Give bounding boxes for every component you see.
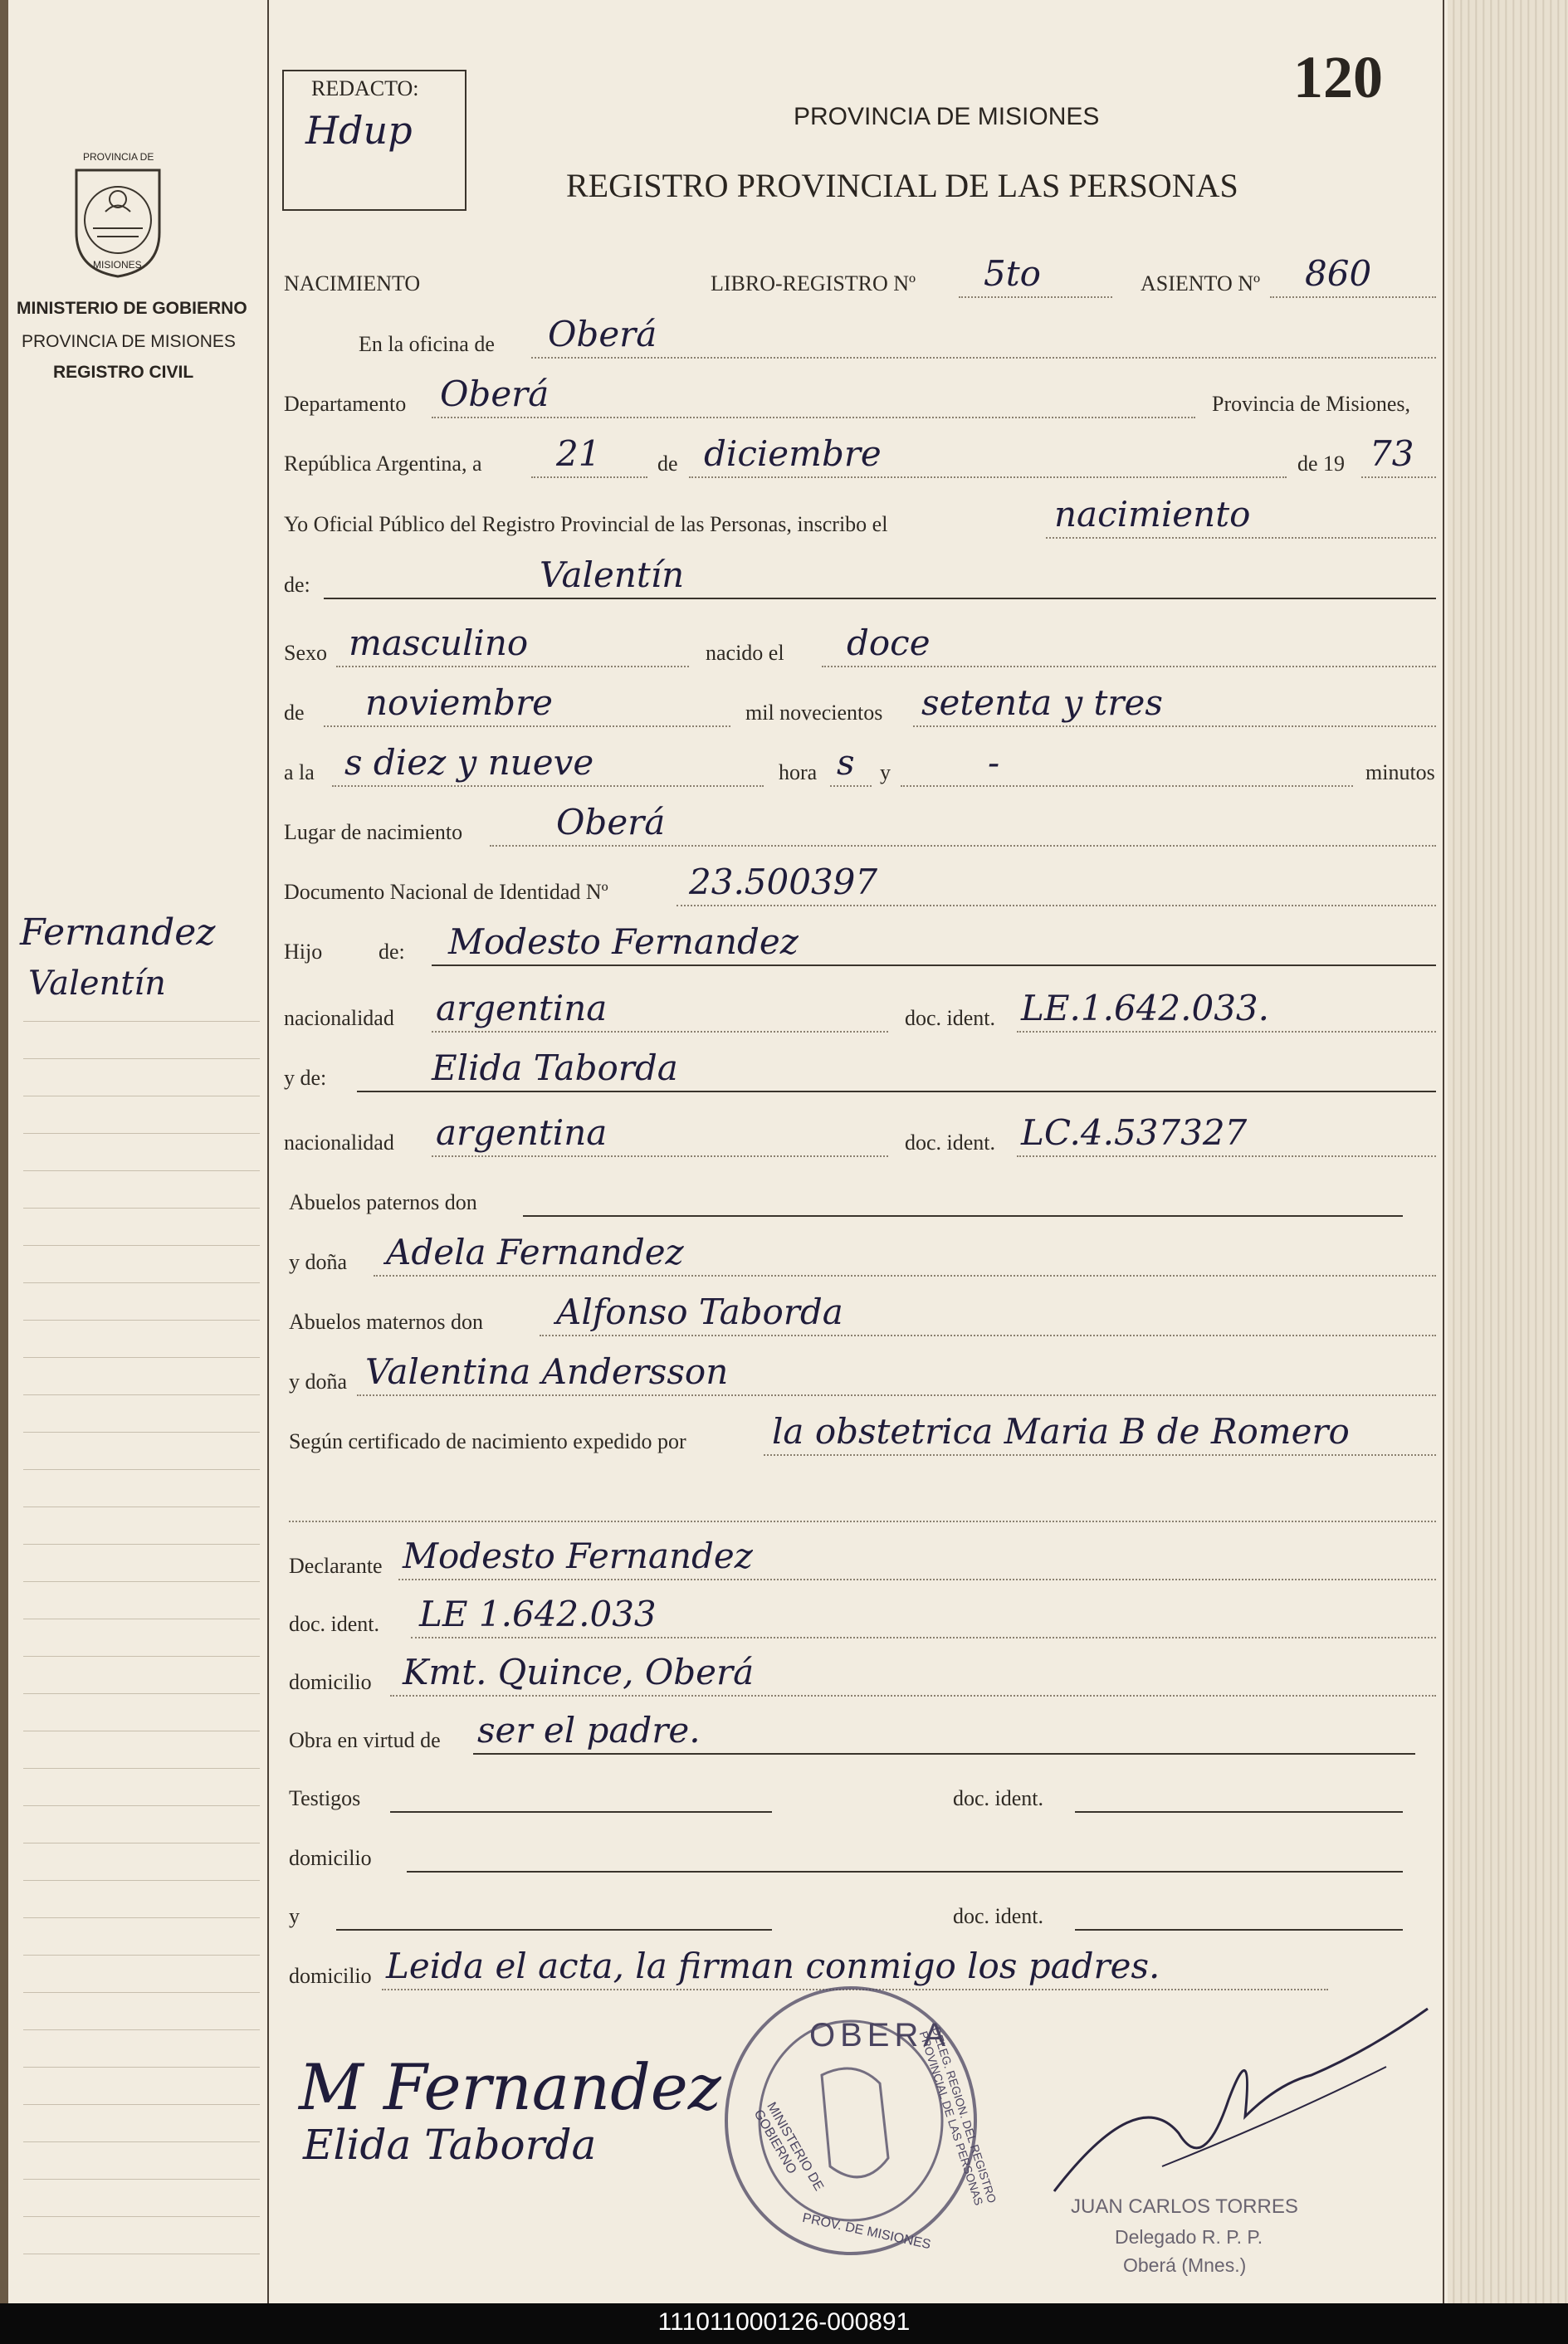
official-signature [1038,1984,1436,2216]
doc-ident-5-label: doc. ident. [953,1904,1044,1928]
margin-rule-line [23,1432,260,1433]
mes-value: diciembre [704,433,882,474]
nacionalidad-2-value-line [432,1155,888,1157]
margin-rule-line [23,1282,260,1283]
oficina-value: Oberá [548,314,657,354]
doc-ident-2-value: LC.4.537327 [1021,1112,1248,1153]
y-label: y [880,760,891,784]
mes-value-line [689,476,1287,478]
yo-value-line [1046,537,1436,539]
sexo-label: Sexo [284,641,327,665]
seal-ministry: MINISTERIO DE GOBIERNO [17,299,247,318]
margin-rule-line [23,1917,260,1918]
stamp-bottom-text: PROV. DE MISIONES [801,2210,932,2253]
margin-rule-line [23,1581,260,1582]
hijo-label: Hijo [284,940,323,964]
nombre-label: de: [284,573,310,597]
margin-rule-line [23,1133,260,1134]
de-mes-label: de [284,701,305,725]
testigos-line [390,1811,772,1813]
segun-continuation-line [289,1521,1436,1522]
domicilio-3-label: domicilio [289,1964,372,1988]
page-right-divider [1443,0,1444,2303]
libro-label: LIBRO-REGISTRO Nº [711,271,916,295]
margin-rule-line [23,1768,260,1769]
de-label: de [657,452,678,476]
asiento-value: 860 [1305,253,1372,294]
testigos-label: Testigos [289,1786,361,1810]
margin-rule-line [23,1544,260,1545]
ala-value: s diez y nueve [344,742,594,783]
domicilio-2-line [407,1871,1403,1873]
dia-value: 21 [556,433,601,474]
record-type-label: NACIMIENTO [284,271,421,295]
y-de-label: y de: [284,1066,327,1090]
margin-rule-line [23,1357,260,1358]
margin-rule-line [23,2179,260,2180]
testigo-2-line [336,1929,772,1931]
lugar-value: Oberá [556,802,666,842]
nacido-value: doce [847,623,931,663]
libro-value: 5to [984,253,1041,294]
margin-rule-line [23,2216,260,2217]
nombre-value-line [324,598,1436,599]
asiento-label: ASIENTO Nº [1141,271,1261,295]
doc-ident-1-label: doc. ident. [905,1006,996,1030]
margin-rule-line [23,2104,260,2105]
domicilio-1-value-line [390,1695,1436,1697]
sexo-value-line [336,666,689,667]
nacionalidad-1-value: argentina [436,988,608,1028]
nacionalidad-2-value: argentina [436,1112,608,1153]
abuelos-maternos-value: Alfonso Taborda [556,1292,843,1332]
nombre-value: Valentín [540,554,685,595]
obra-value-line [473,1753,1415,1755]
hijo-de-label: de: [379,940,405,964]
padre-value-line [432,964,1436,966]
stamp-center: OBERA [809,2017,951,2053]
margin-rule-line [23,1208,260,1209]
minutos-label: minutos [1365,760,1435,784]
ala-label: a la [284,760,315,784]
closing-statement: Leida el acta, la firman conmigo los padres. [386,1946,1160,1986]
hora-value: s [837,742,855,783]
nacionalidad-1-label: nacionalidad [284,1006,394,1030]
lugar-label: Lugar de nacimiento [284,820,463,844]
margin-rule-line [23,1245,260,1246]
y-dona-2-value-line [357,1394,1436,1396]
declarante-value-line [398,1579,1436,1580]
father-signature: M Fernandez [299,2050,721,2124]
hora-value-line [830,785,872,787]
official-title: Delegado R. P. P. [1115,2226,1263,2248]
republica-label: República Argentina, a [284,452,482,476]
margin-rule-line [23,1880,260,1881]
domicilio-1-value: Kmt. Quince, Oberá [403,1652,755,1692]
margin-rule-line [23,1469,260,1470]
nacido-value-line [822,666,1436,667]
margin-rule-line [23,1021,260,1022]
nacido-label: nacido el [706,641,784,665]
abuelos-maternos-label: Abuelos maternos don [289,1310,483,1334]
segun-value: la obstetrica Maria B de Romero [772,1411,1350,1452]
stamp-ring-text: DELEG. REGION. DEL REGISTRO PROVINCIAL DE LAS PERSONAS [916,2025,999,2207]
margin-divider [267,0,269,2303]
departamento-value: Oberá [440,374,550,414]
provincia-suffix: Provincia de Misiones, [1212,392,1411,416]
madre-value: Elida Taborda [432,1047,678,1088]
dni-value: 23.500397 [689,862,878,902]
margin-rule-line [23,1320,260,1321]
mother-signature: Elida Taborda [303,2121,597,2169]
emblem-text-top: PROVINCIA DE [83,151,154,163]
abuelos-maternos-value-line [540,1335,1436,1336]
doc-ident-3-value: LE 1.642.033 [419,1594,657,1634]
official-name: JUAN CARLOS TORRES [1071,2195,1298,2218]
padre-value: Modesto Fernandez [448,921,799,962]
sexo-value: masculino [349,623,529,663]
stamp-inner-text: MINISTERIO DE GOBIERNO [750,2100,827,2194]
redacto-label: REDACTO: [311,76,419,100]
header-province: PROVINCIA DE MISIONES [794,103,1100,130]
oficina-value-line [531,357,1436,359]
margin-rule-line [23,1955,260,1956]
departamento-label: Departamento [284,392,407,416]
y-dona-1-value: Adela Fernandez [386,1232,684,1272]
mil-value: setenta y tres [921,682,1163,723]
dni-value-line [677,905,1436,906]
margin-note-surname: Fernandez [20,911,216,954]
de-mes-value-line [324,725,730,727]
margin-rule-line [23,1394,260,1395]
yo-value: nacimiento [1054,494,1251,535]
mil-label: mil novecientos [745,701,883,725]
y-dona-1-value-line [374,1275,1436,1277]
doc-ident-5-line [1075,1929,1403,1931]
declarante-label: Declarante [289,1554,383,1578]
official-place: Oberá (Mnes.) [1123,2254,1247,2276]
obra-value: ser el padre. [477,1710,701,1751]
oficina-label: En la oficina de [359,332,495,356]
footer-code: 111011000126-000891 [657,2308,911,2336]
page-stack-edge [1448,0,1568,2303]
lugar-value-line [490,845,1436,847]
departamento-value-line [432,417,1195,418]
anio-value-line [1361,476,1436,478]
oficial-statement: Yo Oficial Público del Registro Provincial de las Personas, inscribo el [284,512,888,536]
y-value: - [988,742,1000,783]
nacionalidad-2-label: nacionalidad [284,1130,394,1155]
declarante-value: Modesto Fernandez [403,1536,753,1576]
page-number: 120 [1293,44,1383,110]
margin-rule-line [23,2029,260,2030]
ala-value-line [332,785,764,787]
segun-value-line [764,1454,1436,1456]
anio-label: de 19 [1297,452,1346,476]
page-left-edge [0,0,8,2344]
margin-rule-line [23,1656,260,1657]
redacto-value: Hdup [305,108,413,153]
seal-registry: REGISTRO CIVIL [53,363,194,382]
margin-rule-line [23,1693,260,1694]
nacionalidad-1-value-line [432,1031,888,1033]
doc-ident-1-value-line [1017,1031,1436,1033]
hora-label: hora [779,760,818,784]
doc-ident-3-label: doc. ident. [289,1612,380,1636]
doc-ident-4-label: doc. ident. [953,1786,1044,1810]
y-value-line [901,785,1353,787]
seal-province: PROVINCIA DE MISIONES [22,332,236,351]
doc-ident-2-label: doc. ident. [905,1130,996,1155]
segun-label: Según certificado de nacimiento expedido por [289,1429,686,1453]
de-mes-value: noviembre [365,682,553,723]
dia-value-line [531,476,647,478]
y-dona-1-label: y doña [289,1250,348,1274]
asiento-value-line [1270,296,1436,298]
margin-rule-line [23,1170,260,1171]
header-registry: REGISTRO PROVINCIAL DE LAS PERSONAS [566,167,1238,204]
abuelos-paternos-value-line [523,1215,1403,1217]
doc-ident-2-value-line [1017,1155,1436,1157]
margin-rule-line [23,1992,260,1993]
y-dona-2-value: Valentina Andersson [365,1351,729,1392]
margin-note-name: Valentín [28,964,166,1003]
domicilio-2-label: domicilio [289,1846,372,1870]
obra-label: Obra en virtud de [289,1728,441,1752]
anio-value: 73 [1370,433,1414,474]
doc-ident-4-line [1075,1811,1403,1813]
y-2-label: y [289,1904,300,1928]
domicilio-1-label: domicilio [289,1670,372,1694]
doc-ident-3-value-line [411,1637,1436,1638]
margin-rule-line [23,2067,260,2068]
margin-rule-line [23,1805,260,1806]
mil-value-line [913,725,1436,727]
emblem-text-bottom: MISIONES [93,259,142,271]
margin-rule-line [23,1058,260,1059]
doc-ident-1-value: LE.1.642.033. [1021,988,1270,1028]
madre-value-line [357,1091,1436,1092]
dni-label: Documento Nacional de Identidad Nº [284,880,608,904]
y-dona-2-label: y doña [289,1370,348,1394]
margin-rule-line [23,2141,260,2142]
libro-value-line [959,296,1112,298]
abuelos-paternos-label: Abuelos paternos don [289,1190,477,1214]
